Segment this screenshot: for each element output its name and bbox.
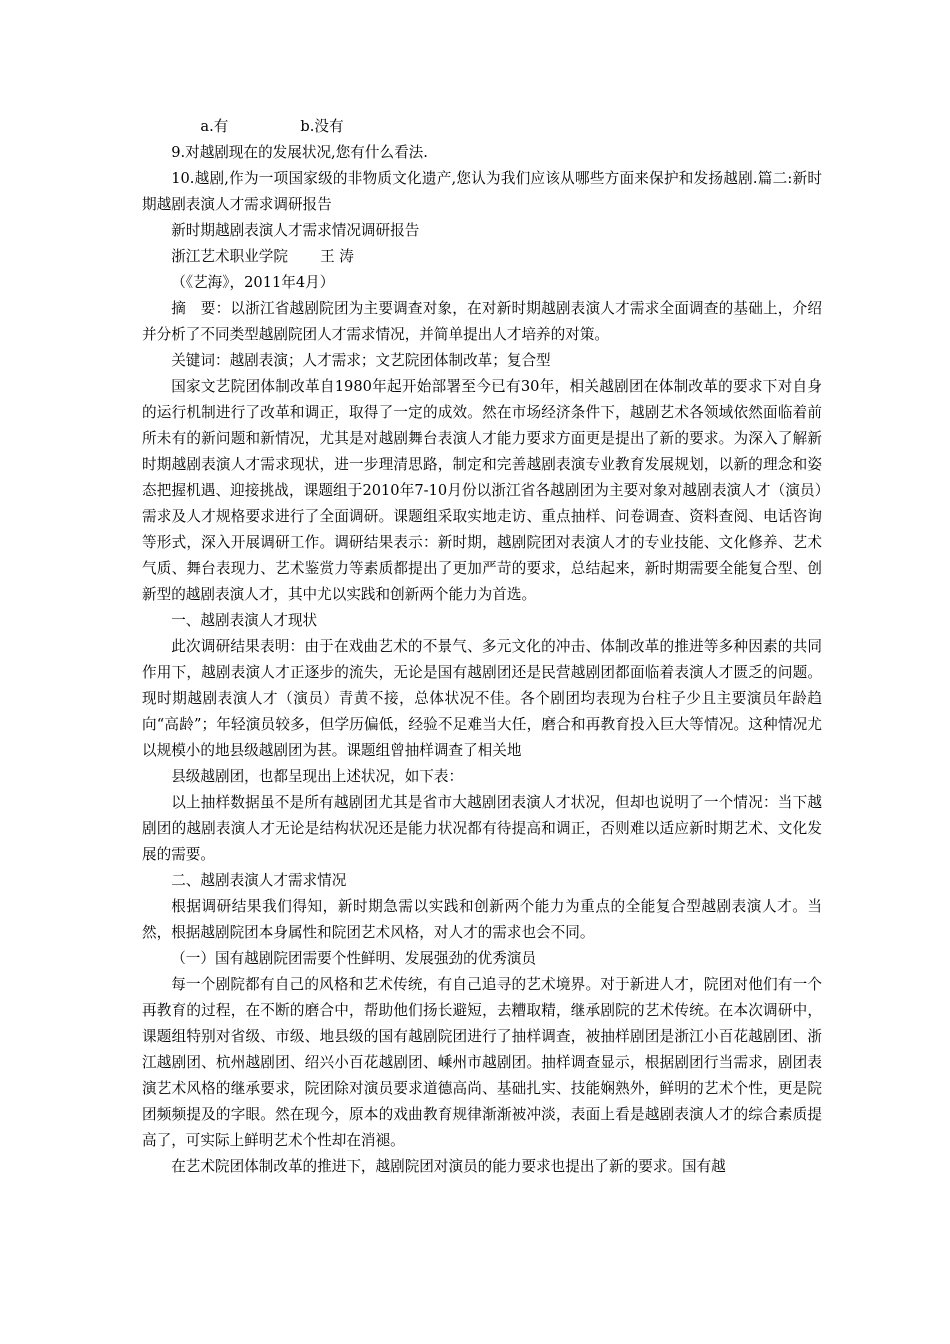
report-title: 新时期越剧表演人才需求情况调研报告 (171, 222, 420, 239)
abstract: 摘 要：以浙江省越剧院团为主要调查对象，在对新时期越剧表演人才需求全面调查的基础上，介绍并分析了不同类型越剧院团人才需求情况，并简单提出人才培养的对策。 (142, 300, 822, 343)
keywords: 关键词：越剧表演；人才需求；文艺院团体制改革；复合型 (171, 352, 551, 369)
heading-section-2: 二、越剧表演人才需求情况 (171, 872, 347, 889)
paragraph-sample-summary: 以上抽样数据虽不是所有越剧团尤其是省市大越剧团表演人才状况，但却也说明了一个情况：当下越剧团的越剧表演人才无论是结构状况还是能力状况都有待提高和调正，否则难以适应新时期艺术、文化发展的需要。 (142, 794, 822, 863)
heading-section-1: 一、越剧表演人才现状 (171, 612, 318, 629)
paragraph-state-troupes: 每一个剧院都有自己的风格和艺术传统，有自己追寻的艺术境界。对于新进人才，院团对他们有一个再教育的过程，在不断的磨合中，帮助他们扬长避短，去糟取精，继承剧院的艺术传统。在本次调研中，课题组特别对省级、市级、地县级的国有越剧院团进行了抽样调查，被抽样剧团是浙江小百花越剧团、浙江越剧团、杭州越剧团、绍兴小百花越剧团、嵊州市越剧团。抽样调查显示，根据剧团行当需求，剧团表演艺术风格的继承要求，院团除对演员要求道德高尚、基础扎实、技能娴熟外，鲜明的艺术个性，更是院团频频提及的字眼。然在现今，原本的戏曲教育规律渐渐被冲淡，表面上看是越剧表演人才的综合素质提高了，可实际上鲜明艺术个性却在消褪。 (142, 976, 822, 1149)
author-name: 王 涛 (320, 248, 354, 265)
paragraph-needs: 根据调研结果我们得知，新时期急需以实践和创新两个能力为重点的全能复合型越剧表演人才。当然，根据越剧院团本身属性和院团艺术风格，对人才的需求也会不同。 (142, 898, 822, 941)
option-a: a.有 (200, 118, 229, 135)
document-page (142, 114, 822, 1180)
paragraph-intro: 国家文艺院团体制改革自1980年起开始部署至今已有30年，相关越剧团在体制改革的要求下对自身的运行机制进行了改革和调正，取得了一定的成效。然在市场经济条件下，越剧艺术各领域依然面临着前所未有的新问题和新情况，尤其是对越剧舞台表演人才能力要求方面更是提出了新的要求。为深入了解新时期越剧表演人才需求现状，进一步理清思路，制定和完善越剧表演专业教育发展规划，以新的理念和姿态把握机遇、迎接挑战，课题组于2010年7-10月份以浙江省各越剧团为主要对象对越剧表演人才（演员）需求及人才规格要求进行了全面调研。课题组采取实地走访、重点抽样、问卷调查、资料查阅、电话咨询等形式，深入开展调研工作。调研结果表示：新时期，越剧院团对表演人才的专业技能、文化修养、艺术气质、舞台表现力、艺术鉴赏力等素质都提出了更加严苛的要求，总结起来，新时期需要全能复合型、创新型的越剧表演人才，其中尤以实践和创新两个能力为首选。 (142, 378, 822, 603)
paragraph-table-intro: 县级越剧团，也都呈现出上述状况，如下表： (171, 768, 464, 785)
paragraph-status: 此次调研结果表明：由于在戏曲艺术的不景气、多元文化的冲击、体制改革的推进等多种因素的共同作用下，越剧表演人才正逐步的流失，无论是国有越剧团还是民营越剧团都面临着表演人才匮乏的问题。现时期越剧表演人才（演员）青黄不接，总体状况不佳。各个剧团均表现为台柱子少且主要演员年龄趋向“高龄”；年轻演员较多，但学历偏低，经验不足难当大任，磨合和再教育投入巨大等情况。这种情况尤以规模小的地县级越剧团为甚。课题组曾抽样调查了相关地 (142, 638, 822, 759)
answer-options (142, 114, 822, 140)
question-10: 10.越剧,作为一项国家级的非物质文化遗产,您认为我们应该从哪些方面来保护和发扬越剧.篇二:新时期越剧表演人才需求调研报告 (142, 170, 822, 213)
option-b: b.没有 (300, 118, 344, 135)
author-line (142, 244, 822, 270)
author-org: 浙江艺术职业学院 (171, 248, 288, 265)
heading-subsection-1: （一）国有越剧院团需要个性鲜明、发展强劲的优秀演员 (171, 950, 537, 967)
question-9: 9.对越剧现在的发展状况,您有什么看法. (171, 144, 428, 161)
paragraph-reform: 在艺术院团体制改革的推进下，越剧院团对演员的能力要求也提出了新的要求。国有越 (171, 1158, 726, 1175)
source-line: （《艺海》，2011年4月） (171, 274, 335, 291)
